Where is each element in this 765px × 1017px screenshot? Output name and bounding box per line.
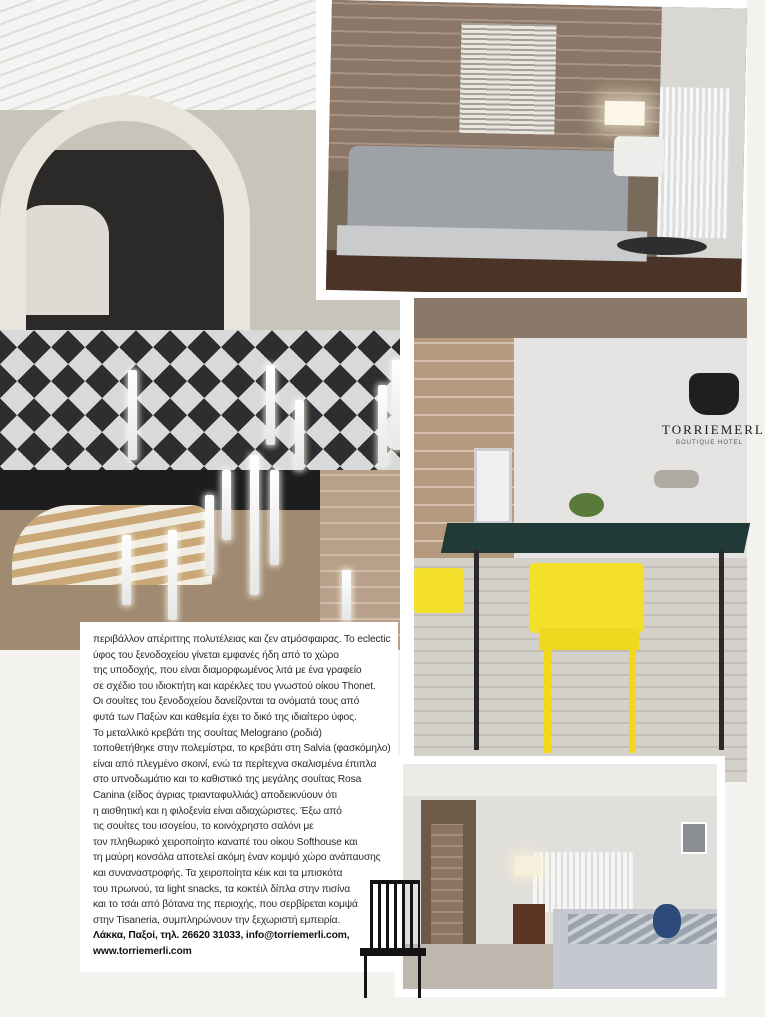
article-line: Το μεταλλικό κρεβάτι της σουίτας Melograno (ροδιά) (93, 727, 322, 739)
pillow (613, 136, 664, 177)
article-line: Canina (είδος άγριας τριανταφυλλιάς) αποδεικνύουν ότι (93, 789, 337, 801)
candle (266, 365, 275, 445)
chair-leg (364, 954, 367, 998)
article-line: στην Tisaneria, συμπληρώνουν την ξεχωριστή εμπειρία. (93, 914, 341, 926)
article-line: στο υπνοδωμάτιο και το καθιστικό της μεγάλης σουίτας Rosa (93, 774, 362, 786)
chair-leg (418, 954, 421, 998)
headboard (533, 852, 633, 912)
desk-leg (474, 550, 479, 750)
candle (168, 530, 177, 620)
checkered-floor (0, 330, 420, 470)
candle (342, 570, 351, 620)
yellow-chair (529, 563, 644, 633)
hotel-sign: TORRIEMERL (662, 422, 765, 437)
stone-bathroom (431, 824, 463, 944)
headboard (657, 87, 730, 238)
candle (250, 455, 259, 595)
table-lamp (604, 101, 644, 126)
wall-picture (681, 822, 707, 854)
candle (205, 495, 214, 575)
article-line: και συναναστροφής. Τα χειροποίητα κέικ και τα μπισκότα (93, 867, 343, 879)
duvet (568, 914, 717, 944)
ceiling-beam (414, 298, 747, 338)
teddy-bear (653, 904, 681, 938)
article-line: η αισθητική και η φιλοξενία είναι αδιαχώριστες. Έξω από (93, 805, 342, 817)
computer-monitor (474, 448, 512, 524)
glass-desk (441, 523, 750, 553)
desk-leg (719, 550, 724, 750)
article-body (93, 632, 393, 959)
stone-arch (0, 95, 250, 355)
website-url: www.torriemerli.com (93, 945, 192, 957)
ceiling (403, 764, 717, 796)
article-line: τη μαύρη κονσόλα αποτελεί ακόμη έναν κομψό χώρο ανάπαυσης (93, 852, 381, 864)
article-line: τοποθετήθηκε στην πολεμίστρα, το κρεβάτι στη Salvia (φασκόμηλο) (93, 743, 391, 755)
yellow-chair-back (414, 568, 464, 613)
chair-leg (629, 643, 636, 753)
plant (569, 493, 604, 517)
candle (122, 535, 131, 605)
article-line: περιβάλλον απέριττης πολυτέλειας και ζεν ατμόσφαιρας. Το eclectic (93, 634, 391, 645)
article-line: είναι από πλεγμένο σκοινί, ενώ τα περίτεχνα σκαλισμένα έπιπλα (93, 758, 377, 770)
black-chair (360, 880, 430, 1000)
yellow-chair-seat (539, 628, 639, 650)
article-line: τον πληθωρικό χειροποίητο καναπέ του οίκου Softhouse και (93, 836, 358, 848)
candle (378, 385, 387, 465)
contact-info: Λάκκα, Παξοί, τηλ. 26620 31033, info@torriemerli.com, (93, 930, 350, 942)
candle (295, 400, 304, 470)
curved-sofa (12, 505, 212, 585)
window-blinds (459, 23, 556, 135)
article-line: τις σουίτες του ισογείου, το κοινόχρηστο σαλόνι με (93, 821, 314, 833)
chair-seat (360, 948, 426, 956)
bedroom-photo-2 (395, 756, 725, 997)
desk-lamp (654, 470, 699, 488)
candle (222, 470, 231, 540)
candle (270, 470, 279, 565)
nightstand (513, 904, 545, 944)
hotel-sign-subtitle: BOUTIQUE HOTEL (676, 440, 744, 446)
bedroom-photo-1 (316, 0, 747, 300)
article-line: φυτά των Παξών και καθεμία έχει το δικό της ιδιαίτερο ύφος. (93, 711, 357, 723)
article-line: και το τσάι από βότανα της περιοχής, που σερβίρεται κομψά (93, 899, 358, 911)
article-line: σε σχέδιο του ιδιοκτήτη και καρέκλες του γνωστού οίκου Thonet. (93, 680, 376, 692)
article-line: του πρωινού, τα light snacks, τα κοκτέιλ δίπλα στην πισίνα (93, 883, 351, 895)
reception-photo (400, 292, 765, 782)
crest-logo (689, 373, 739, 415)
article-line: της υποδοχής, που είναι διαμορφωμένος λιτά με ένα γραφείο (93, 665, 362, 677)
article-line: ύφος του ξενοδοχείου γίνεται εμφανές ήδη από το χώρο (93, 649, 339, 661)
chair-leg (544, 643, 551, 753)
candle (128, 370, 137, 460)
table-lamp (515, 856, 541, 876)
chair-back (370, 880, 420, 954)
article-line: Οι σουίτες του ξενοδοχείου δανείζονται τα ονόματά τους από (93, 696, 360, 708)
article-text-box (80, 622, 398, 972)
